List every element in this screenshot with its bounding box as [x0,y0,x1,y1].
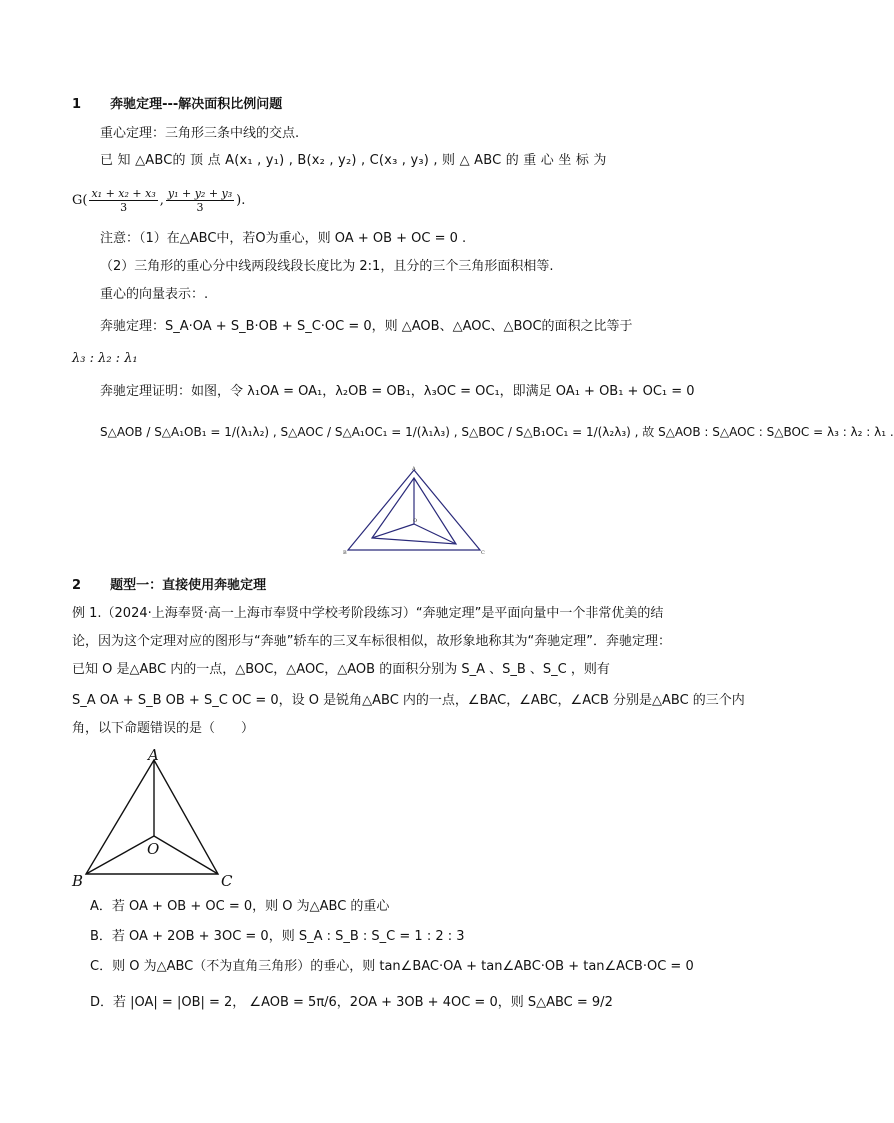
section-2-title: 题型一：直接使用奔驰定理 [110,578,267,593]
option-a[interactable]: A．若 OA + OB + OC = 0，则 O 为△ABC 的重心 [90,899,390,914]
centroid-formula: G( $\frac{\text{x₁ + x₂ + x₃}}{3}$ , $\frac{\text{y₁ + y₂ + y₃}}{3}$ ). [72,187,246,214]
option-c[interactable]: C．则 O 为△ABC（不为直角三角形）的垂心，则 tan∠BAC·OA + tan∠ABC·OB + tan∠ACB·OC = 0 [90,959,694,974]
fig2-label-c: C [221,872,233,890]
centroid-frac-y [166,187,234,214]
theorem-ratio: λ₃ : λ₂ : λ₁ [72,351,138,366]
frac-x-numerator: x₁ + x₂ + x₃ [91,187,156,200]
section-1-number: 1 [72,97,82,112]
note-2: （2）三角形的重心分中线两段线段长度比为 2:1，且分的三个三角形面积相等. [100,259,554,274]
fig1-label-a: A [412,466,416,472]
note-1: 注意：（1）在△ABC中，若O为重心，则 OA + OB + OC = 0 . [100,231,467,246]
segment-ob [372,524,414,538]
figure-triangle-abc [66,746,246,891]
section-2-heading [72,577,266,595]
theorem-proof: 奔驰定理证明：如图，令 λ₁OA = OA₁，λ₂OB = OB₁，λ₃OC = OC₁，即满足 OA₁ + OB₁ + OC₁ = 0 [100,384,695,399]
section-1-title: 奔驰定理---解决面积比例问题 [110,97,283,112]
frac-y-numerator: y₁ + y₂ + y₃ [167,187,233,200]
section-1-heading [72,96,282,114]
example-line-5: 角，以下命题错误的是（ ） [72,721,255,736]
centroid-suffix: ). [236,193,246,208]
fig2-label-b: B [72,872,84,890]
vector-representation: 重心的向量表示：. [100,287,209,302]
centroid-definition: 重心定理：三角形三条中线的交点. [100,126,300,141]
segment-bo [86,836,154,874]
benz-theorem-statement: 奔驰定理：S_A·OA + S_B·OB + S_C·OC = 0，则 △AOB、△AOC、△BOC的面积之比等于 [100,319,633,334]
centroid-prefix: G( [72,193,88,208]
given-vertices-line: 已 知 △ABC的 顶 点 A(x₁ , y₁) , B(x₂ , y₂) , C(x₃ , y₃) , 则 △ ABC 的 重 心 坐 标 为 [100,153,607,168]
proof-area-ratios: S△AOB / S△A₁OB₁ = 1/(λ₁λ₂) , S△AOC / S△A₁OC₁ = 1/(λ₁λ₃) , S△BOC / S△B₁OC₁ = 1/(λ₂λ₃) , 故 S△AOB : S△AOC : S△BOC = λ₃ : λ₂ : λ₁ . [100,425,894,439]
fig1-label-c: C [481,550,485,556]
segment-co [154,836,218,874]
fig2-label-o: O [147,840,160,858]
example-line-4: S_A OA + S_B OB + S_C OC = 0，设 O 是锐角△ABC 内的一点，∠BAC，∠ABC，∠ACB 分别是△ABC 的三个内 [72,693,745,708]
fig1-label-b: B [343,550,347,556]
figure-nested-triangles [340,464,490,560]
option-b[interactable]: B．若 OA + 2OB + 3OC = 0，则 S_A : S_B : S_C = 1 : 2 : 3 [90,929,465,944]
frac-x-denominator: 3 [120,201,128,214]
frac-y-denominator: 3 [196,201,204,214]
example-line-3: 已知 O 是△ABC 内的一点，△BOC，△AOC，△AOB 的面积分别为 S_A 、S_B 、S_C ，则有 [72,662,610,677]
example-line-2: 论，因为这个定理对应的图形与“奔驰”轿车的三叉车标很相似，故形象地称其为“奔驰定理”．奔驰定理： [72,634,671,649]
section-2-number: 2 [72,578,82,593]
fig1-label-o: O [413,518,418,524]
example-line-1: 例 1.（2024·上海奉贤·高一上海市奉贤中学校考阶段练习）“奔驰定理”是平面向量中一个非常优美的结 [72,606,664,621]
option-d[interactable]: D．若 |OA| = |OB| = 2， ∠AOB = 5π/6，2OA + 3OB + 4OC = 0，则 S△ABC = 9/2 [90,995,613,1010]
centroid-frac-x [89,187,157,214]
fig2-label-a: A [148,746,159,764]
